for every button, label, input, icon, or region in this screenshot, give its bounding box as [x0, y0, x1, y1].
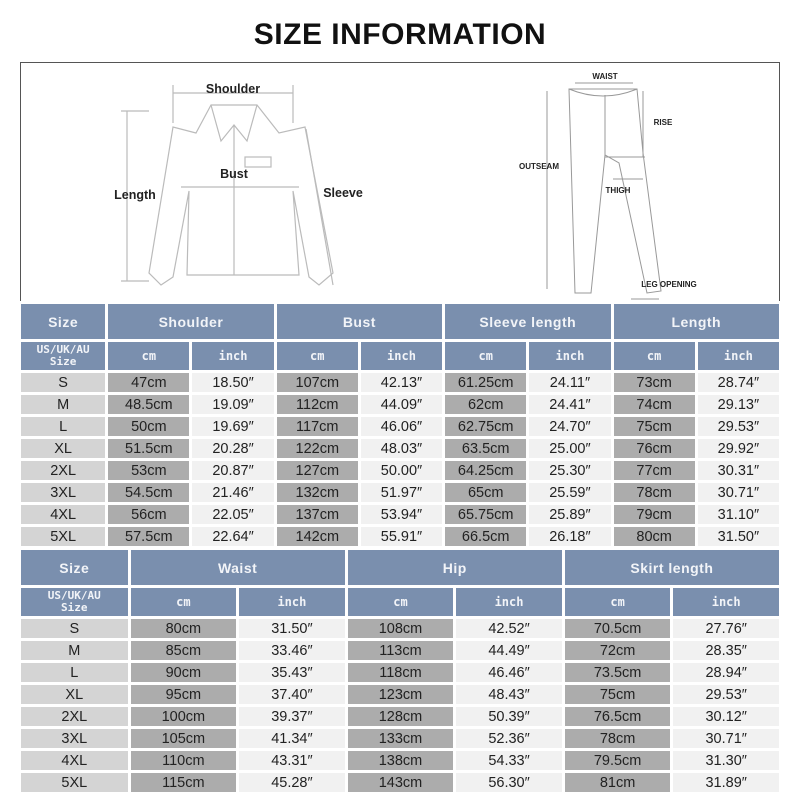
inch-value-cell: 37.40″	[239, 685, 345, 704]
cm-value-cell: 76cm	[614, 439, 695, 458]
bust-label: Bust	[220, 167, 248, 181]
inch-value-cell: 39.37″	[239, 707, 345, 726]
cm-value-cell: 65cm	[445, 483, 526, 502]
inch-value-cell: 31.89″	[673, 773, 779, 792]
size-cell: 5XL	[21, 773, 128, 792]
cm-value-cell: 70.5cm	[565, 619, 671, 638]
cm-value-cell: 64.25cm	[445, 461, 526, 480]
cm-value-cell: 79cm	[614, 505, 695, 524]
size-cell: S	[21, 619, 128, 638]
sub-header-inch: inch	[239, 588, 345, 616]
inch-value-cell: 28.74″	[698, 373, 779, 392]
cm-value-cell: 108cm	[348, 619, 454, 638]
inch-value-cell: 30.71″	[673, 729, 779, 748]
inch-value-cell: 24.70″	[529, 417, 610, 436]
sub-header-inch: inch	[698, 342, 779, 370]
cm-value-cell: 112cm	[277, 395, 358, 414]
inch-value-cell: 19.09″	[192, 395, 273, 414]
table-row	[21, 663, 779, 682]
cm-value-cell: 115cm	[131, 773, 237, 792]
inch-value-cell: 28.94″	[673, 663, 779, 682]
cm-value-cell: 53cm	[108, 461, 189, 480]
sub-header-cm: cm	[277, 342, 358, 370]
inch-value-cell: 25.89″	[529, 505, 610, 524]
sub-header-inch: inch	[456, 588, 562, 616]
inch-value-cell: 25.59″	[529, 483, 610, 502]
inch-value-cell: 45.28″	[239, 773, 345, 792]
top-table-body	[21, 373, 779, 546]
cm-value-cell: 74cm	[614, 395, 695, 414]
sub-header-inch: inch	[361, 342, 442, 370]
sub-header-size: US/UK/AU Size	[21, 342, 105, 370]
cm-value-cell: 90cm	[131, 663, 237, 682]
cm-value-cell: 51.5cm	[108, 439, 189, 458]
table-row	[21, 619, 779, 638]
header-sleeve-length: Sleeve length	[445, 304, 610, 339]
inch-value-cell: 33.46″	[239, 641, 345, 660]
sub-header-cm: cm	[614, 342, 695, 370]
inch-value-cell: 50.39″	[456, 707, 562, 726]
cm-value-cell: 113cm	[348, 641, 454, 660]
cm-value-cell: 127cm	[277, 461, 358, 480]
inch-value-cell: 29.92″	[698, 439, 779, 458]
header-waist: Waist	[131, 550, 345, 585]
cm-value-cell: 79.5cm	[565, 751, 671, 770]
table-row	[21, 707, 779, 726]
cm-value-cell: 73cm	[614, 373, 695, 392]
table-row	[21, 773, 779, 792]
inch-value-cell: 24.11″	[529, 373, 610, 392]
cm-value-cell: 65.75cm	[445, 505, 526, 524]
sub-header-cm: cm	[348, 588, 454, 616]
cm-value-cell: 123cm	[348, 685, 454, 704]
size-cell: 2XL	[21, 461, 105, 480]
header-size: Size	[21, 550, 128, 585]
size-cell: L	[21, 417, 105, 436]
sub-header-inch: inch	[192, 342, 273, 370]
cm-value-cell: 61.25cm	[445, 373, 526, 392]
inch-value-cell: 48.03″	[361, 439, 442, 458]
inch-value-cell: 46.06″	[361, 417, 442, 436]
inch-value-cell: 43.31″	[239, 751, 345, 770]
table-row	[21, 751, 779, 770]
bottom-size-table	[18, 547, 782, 795]
sub-header-cm: cm	[445, 342, 526, 370]
inch-value-cell: 29.53″	[673, 685, 779, 704]
table-row	[21, 505, 779, 524]
cm-value-cell: 76.5cm	[565, 707, 671, 726]
inch-value-cell: 42.13″	[361, 373, 442, 392]
sub-header-inch: inch	[529, 342, 610, 370]
inch-value-cell: 55.91″	[361, 527, 442, 546]
cm-value-cell: 62.75cm	[445, 417, 526, 436]
cm-value-cell: 63.5cm	[445, 439, 526, 458]
cm-value-cell: 85cm	[131, 641, 237, 660]
table-row	[21, 395, 779, 414]
outseam-label: OUTSEAM	[519, 162, 559, 171]
cm-value-cell: 132cm	[277, 483, 358, 502]
cm-value-cell: 128cm	[348, 707, 454, 726]
inch-value-cell: 48.43″	[456, 685, 562, 704]
size-cell: 5XL	[21, 527, 105, 546]
cm-value-cell: 62cm	[445, 395, 526, 414]
cm-value-cell: 72cm	[565, 641, 671, 660]
inch-value-cell: 52.36″	[456, 729, 562, 748]
table-row	[21, 729, 779, 748]
table-row	[21, 373, 779, 392]
table-row	[21, 527, 779, 546]
table-row	[21, 417, 779, 436]
cm-value-cell: 78cm	[565, 729, 671, 748]
cm-value-cell: 73.5cm	[565, 663, 671, 682]
inch-value-cell: 30.12″	[673, 707, 779, 726]
inch-value-cell: 31.30″	[673, 751, 779, 770]
rise-label: RISE	[653, 118, 673, 127]
inch-value-cell: 18.50″	[192, 373, 273, 392]
cm-value-cell: 54.5cm	[108, 483, 189, 502]
inch-value-cell: 56.30″	[456, 773, 562, 792]
sub-header-inch: inch	[673, 588, 779, 616]
cm-value-cell: 80cm	[614, 527, 695, 546]
cm-value-cell: 81cm	[565, 773, 671, 792]
sleeve-label: Sleeve	[323, 186, 363, 200]
cm-value-cell: 138cm	[348, 751, 454, 770]
inch-value-cell: 26.18″	[529, 527, 610, 546]
inch-value-cell: 54.33″	[456, 751, 562, 770]
page-title: SIZE INFORMATION	[253, 18, 547, 51]
table-row	[21, 641, 779, 660]
size-cell: XL	[21, 439, 105, 458]
header-shoulder: Shoulder	[108, 304, 273, 339]
cm-value-cell: 133cm	[348, 729, 454, 748]
inch-value-cell: 22.05″	[192, 505, 273, 524]
cm-value-cell: 143cm	[348, 773, 454, 792]
pants-diagram-icon	[421, 63, 781, 303]
waist-label: WAIST	[592, 72, 618, 81]
cm-value-cell: 66.5cm	[445, 527, 526, 546]
size-cell: 4XL	[21, 505, 105, 524]
cm-value-cell: 110cm	[131, 751, 237, 770]
table-row	[21, 685, 779, 704]
size-cell: XL	[21, 685, 128, 704]
thigh-label: THIGH	[605, 186, 631, 195]
cm-value-cell: 105cm	[131, 729, 237, 748]
leg-opening-label: LEG OPENING	[641, 280, 697, 289]
inch-value-cell: 30.31″	[698, 461, 779, 480]
inch-value-cell: 44.49″	[456, 641, 562, 660]
size-cell: M	[21, 641, 128, 660]
cm-value-cell: 75cm	[614, 417, 695, 436]
cm-value-cell: 142cm	[277, 527, 358, 546]
size-cell: 2XL	[21, 707, 128, 726]
inch-value-cell: 46.46″	[456, 663, 562, 682]
size-cell: 3XL	[21, 729, 128, 748]
inch-value-cell: 19.69″	[192, 417, 273, 436]
inch-value-cell: 25.00″	[529, 439, 610, 458]
cm-value-cell: 75cm	[565, 685, 671, 704]
inch-value-cell: 50.00″	[361, 461, 442, 480]
inch-value-cell: 20.28″	[192, 439, 273, 458]
cm-value-cell: 78cm	[614, 483, 695, 502]
cm-value-cell: 48.5cm	[108, 395, 189, 414]
inch-value-cell: 51.97″	[361, 483, 442, 502]
cm-value-cell: 122cm	[277, 439, 358, 458]
inch-value-cell: 27.76″	[673, 619, 779, 638]
header-bust: Bust	[277, 304, 442, 339]
inch-value-cell: 29.53″	[698, 417, 779, 436]
cm-value-cell: 95cm	[131, 685, 237, 704]
size-cell: M	[21, 395, 105, 414]
cm-value-cell: 118cm	[348, 663, 454, 682]
header-length: Length	[614, 304, 779, 339]
inch-value-cell: 29.13″	[698, 395, 779, 414]
cm-value-cell: 47cm	[108, 373, 189, 392]
cm-value-cell: 100cm	[131, 707, 237, 726]
inch-value-cell: 31.10″	[698, 505, 779, 524]
inch-value-cell: 20.87″	[192, 461, 273, 480]
inch-value-cell: 22.64″	[192, 527, 273, 546]
inch-value-cell: 53.94″	[361, 505, 442, 524]
inch-value-cell: 41.34″	[239, 729, 345, 748]
sub-header-size: US/UK/AU Size	[21, 588, 128, 616]
table-row	[21, 483, 779, 502]
sub-header-cm: cm	[565, 588, 671, 616]
cm-value-cell: 56cm	[108, 505, 189, 524]
header-hip: Hip	[348, 550, 562, 585]
top-size-table	[18, 301, 782, 549]
inch-value-cell: 25.30″	[529, 461, 610, 480]
inch-value-cell: 30.71″	[698, 483, 779, 502]
header-size: Size	[21, 304, 105, 339]
size-cell: 3XL	[21, 483, 105, 502]
cm-value-cell: 57.5cm	[108, 527, 189, 546]
cm-value-cell: 107cm	[277, 373, 358, 392]
inch-value-cell: 28.35″	[673, 641, 779, 660]
shirt-diagram-icon	[21, 63, 421, 303]
size-cell: 4XL	[21, 751, 128, 770]
table-row	[21, 461, 779, 480]
bottom-table-body	[21, 619, 779, 792]
cm-value-cell: 117cm	[277, 417, 358, 436]
cm-value-cell: 80cm	[131, 619, 237, 638]
size-cell: L	[21, 663, 128, 682]
inch-value-cell: 44.09″	[361, 395, 442, 414]
inch-value-cell: 35.43″	[239, 663, 345, 682]
table-row	[21, 439, 779, 458]
inch-value-cell: 31.50″	[698, 527, 779, 546]
inch-value-cell: 31.50″	[239, 619, 345, 638]
inch-value-cell: 24.41″	[529, 395, 610, 414]
sub-header-cm: cm	[108, 342, 189, 370]
cm-value-cell: 50cm	[108, 417, 189, 436]
size-cell: S	[21, 373, 105, 392]
inch-value-cell: 42.52″	[456, 619, 562, 638]
measurement-diagrams	[20, 62, 780, 302]
length-label: Length	[114, 188, 156, 202]
cm-value-cell: 137cm	[277, 505, 358, 524]
cm-value-cell: 77cm	[614, 461, 695, 480]
sub-header-cm: cm	[131, 588, 237, 616]
shoulder-label: Shoulder	[205, 82, 261, 96]
header-skirt-length: Skirt length	[565, 550, 779, 585]
inch-value-cell: 21.46″	[192, 483, 273, 502]
